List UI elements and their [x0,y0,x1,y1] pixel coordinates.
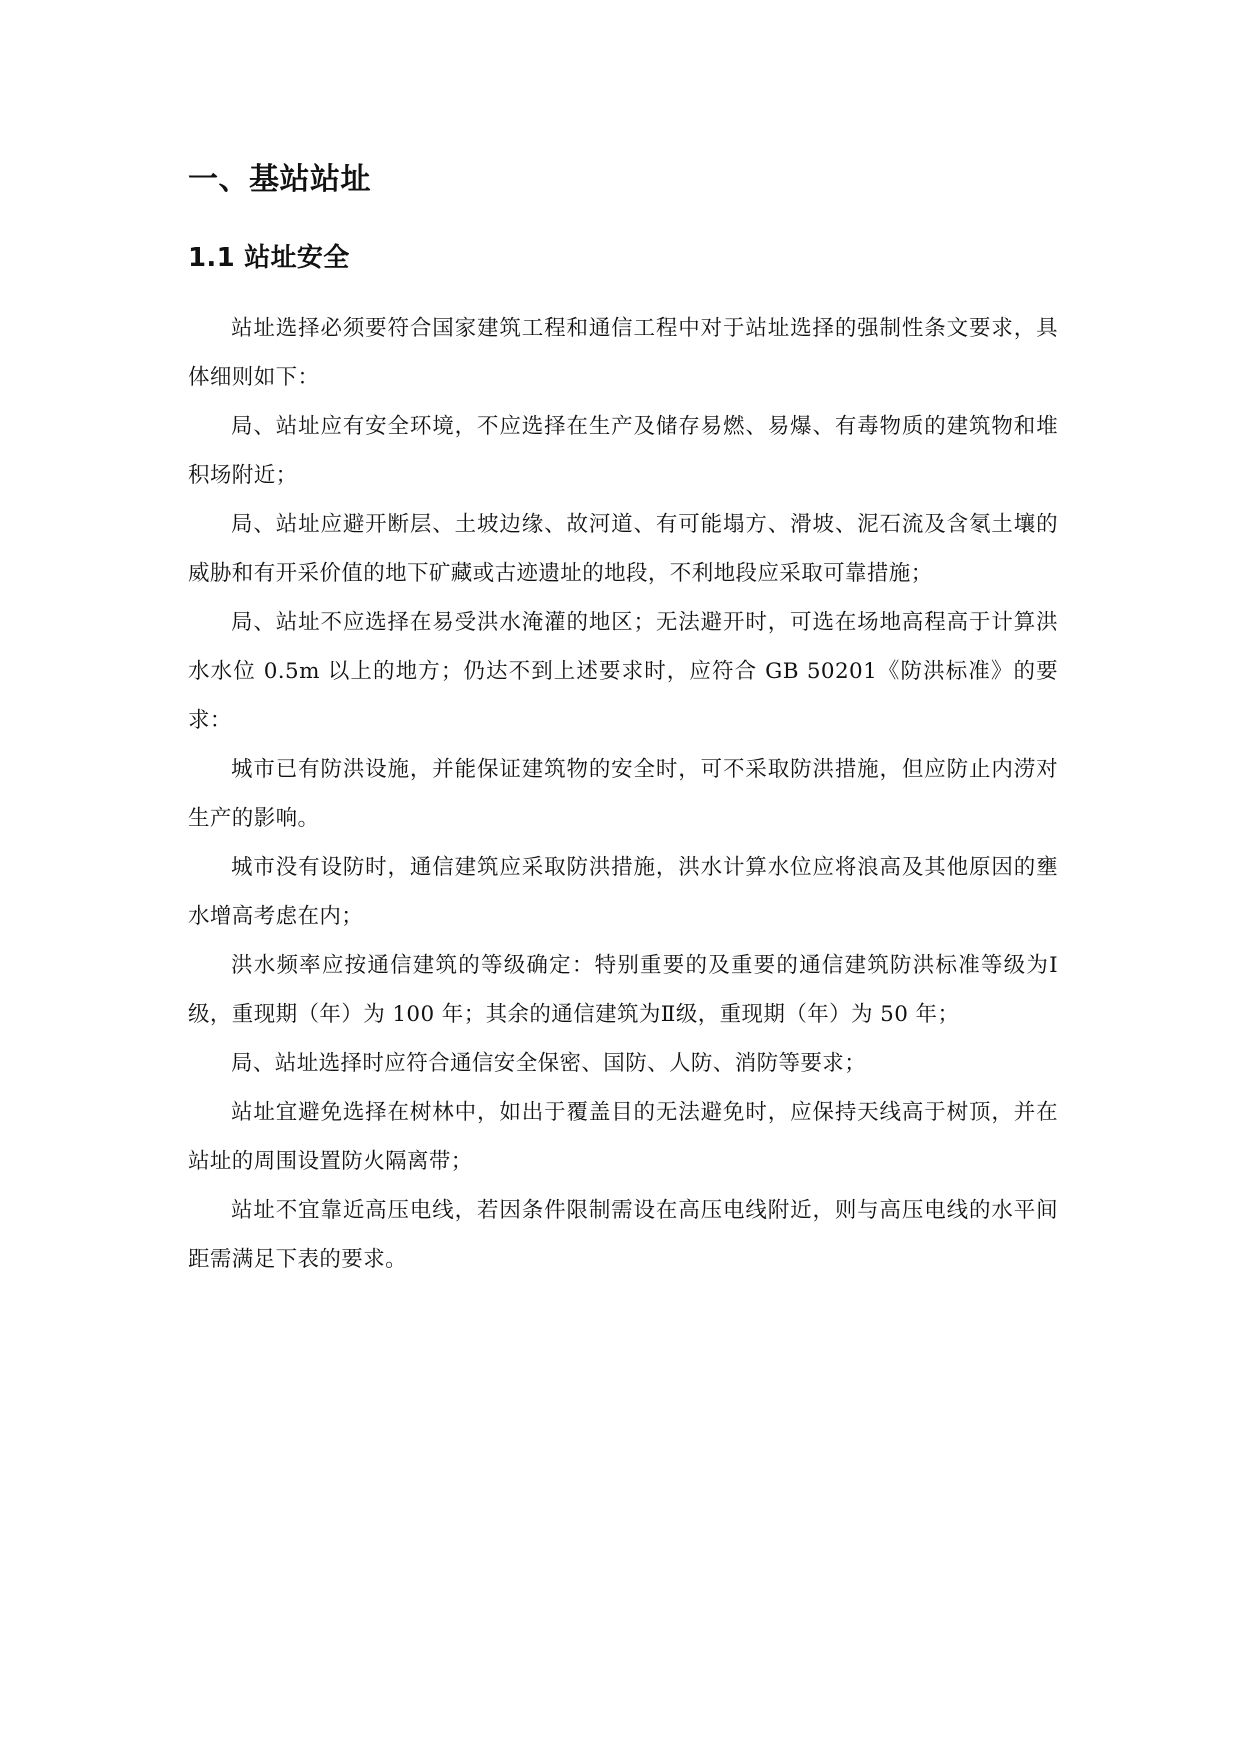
paragraph-intro: 站址选择必须要符合国家建筑工程和通信工程中对于站址选择的强制性条文要求，具体细则如下： [188,316,1058,390]
chapter-heading: 一、基站站址 [188,162,371,197]
paragraph-security-requirements: 局、站址选择时应符合通信安全保密、国防、人防、消防等要求； [231,1051,867,1076]
page-content [188,160,1058,1284]
paragraph-safe-environment: 局、站址应有安全环境，不应选择在生产及储存易燃、易爆、有毒物质的建筑物和堆积场附近； [188,414,1058,488]
section-heading: 1.1 站址安全 [188,243,350,273]
body-text [188,304,1058,1284]
paragraph-avoid-faults: 局、站址应避开断层、土坡边缘、故河道、有可能塌方、滑坡、泥石流及含氡土壤的威胁和有开采价值的地下矿藏或古迹遗址的地段，不利地段应采取可靠措施； [188,512,1058,586]
paragraph-high-voltage: 站址不宜靠近高压电线，若因条件限制需设在高压电线附近，则与高压电线的水平间距需满足下表的要求。 [188,1198,1058,1272]
paragraph-flood-frequency: 洪水频率应按通信建筑的等级确定：特别重要的及重要的通信建筑防洪标准等级为Ⅰ级，重现期（年）为 100 年；其余的通信建筑为Ⅱ级，重现期（年）为 50 年； [188,953,1058,1027]
paragraph-city-flood-facilities: 城市已有防洪设施，并能保证建筑物的安全时，可不采取防洪措施，但应防止内涝对生产的影响。 [188,757,1058,831]
paragraph-forest: 站址宜避免选择在树林中，如出于覆盖目的无法避免时，应保持天线高于树顶，并在站址的周围设置防火隔离带； [188,1100,1058,1174]
paragraph-city-no-defense: 城市没有设防时，通信建筑应采取防洪措施，洪水计算水位应将浪高及其他原因的壅水增高考虑在内； [188,855,1058,929]
paragraph-flood-areas: 局、站址不应选择在易受洪水淹灌的地区；无法避开时，可选在场地高程高于计算洪水水位 0.5m 以上的地方；仍达不到上述要求时，应符合 GB 50201《防洪标准》的要求： [188,610,1058,733]
